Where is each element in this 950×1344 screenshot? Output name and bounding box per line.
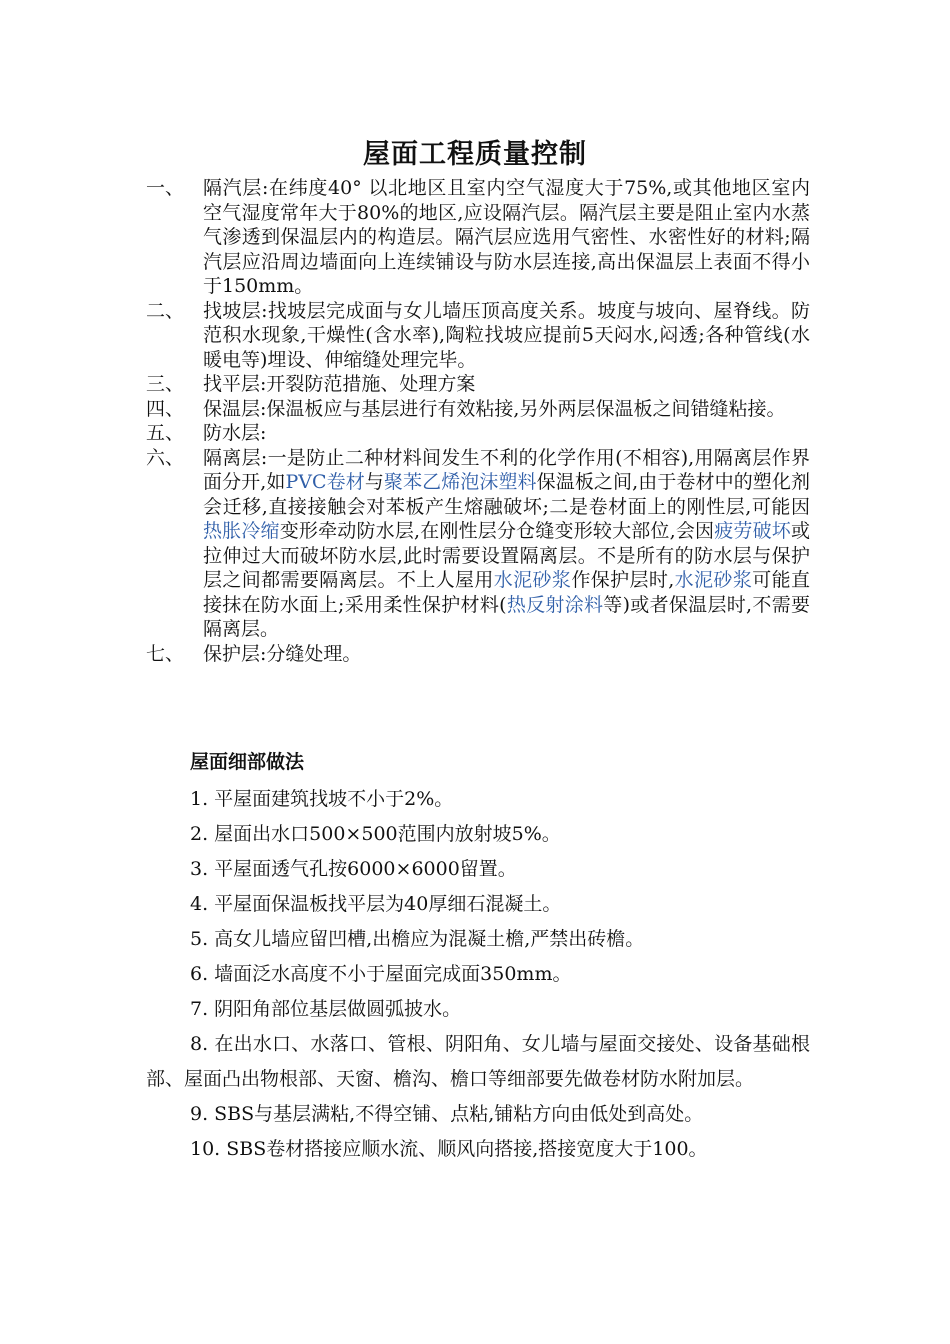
text-segment: 与: [364, 471, 384, 493]
detail-paragraph: 5. 高女儿墙应留凹槽,出檐应为混凝土檐,严禁出砖檐。: [190, 928, 645, 950]
list-item: [146, 421, 810, 446]
list-item-number: 四、: [146, 397, 185, 420]
detail-paragraph: 4. 平屋面保温板找平层为40厚细石混凝土。: [190, 893, 562, 915]
list-item-number: 七、: [146, 642, 185, 665]
text-segment: 保护层:分缝处理。: [203, 642, 362, 665]
term-link[interactable]: 热反射涂料: [506, 593, 604, 616]
text-segment: 作保护层时,: [571, 569, 675, 591]
detail-paragraph: 3. 平屋面透气孔按6000×6000留置。: [190, 858, 517, 880]
detail-paragraph: 9. SBS与基层满粘,不得空铺、点粘,铺粘方向由低处到高处。: [190, 1103, 704, 1125]
text-segment: 防水层:: [203, 422, 267, 444]
term-link[interactable]: 热胀冷缩: [203, 520, 280, 542]
list-item-text: [203, 299, 810, 373]
list-item: [146, 176, 810, 299]
detail-paragraph: 6. 墙面泛水高度不小于屋面完成面350mm。: [190, 963, 572, 985]
text-segment: 保温层:保温板应与基层进行有效粘接,另外两层保温板之间错缝粘接。: [203, 397, 786, 420]
list-item: [146, 299, 810, 373]
list-item-text: [203, 176, 810, 299]
term-link[interactable]: 聚苯乙烯泡沫塑料: [383, 471, 537, 493]
detail-paragraph: 7. 阴阳角部位基层做圆弧披水。: [190, 998, 462, 1020]
list-item-number: 六、: [146, 446, 185, 469]
list-item: [146, 642, 810, 667]
list-item-text: [203, 372, 810, 397]
list-item-text: [203, 421, 810, 446]
list-item-text: [203, 397, 810, 422]
detail-paragraph: 2. 屋面出水口500×500范围内放射坡5%。: [190, 823, 561, 845]
text-segment: 可能直接抹在防水面上;采用柔性保护材料(: [203, 569, 810, 616]
list-item-number: 五、: [146, 422, 185, 444]
list-item-text: [203, 446, 810, 642]
term-link[interactable]: 疲劳破坏: [714, 520, 791, 542]
text-segment: 找平层:开裂防范措施、处理方案: [203, 373, 476, 395]
text-segment: 隔汽层:在纬度40° 以北地区且室内空气湿度大于75%,或其他地区室内空气湿度常年大于80%的地区,应设隔汽层。隔汽层主要是阻止室内水蒸气渗透到保温层内的构造层。隔汽层应选用气密性、水密性好的材料;隔汽层应沿周边墙面向上连续铺设与防水层连接,高出保温层上表面不得小于150mm。: [203, 177, 810, 297]
list-item-text: [203, 642, 810, 667]
text-segment: 找坡层:找坡层完成面与女儿墙压顶高度关系。坡度与坡向、屋脊线。防范积水现象,干燥性(含水率),陶粒找坡应提前5天闷水,闷透;各种管线(水暖电等)埋设、伸缩缝处理完毕。: [203, 299, 810, 371]
numbered-section-list: [146, 176, 810, 666]
text-segment: 保温板之间,由于卷材中的塑化剂会迁移,直接接触会对苯板产生熔融破坏;二是卷材面上的刚性层,可能因: [203, 471, 810, 518]
detail-paragraph: 8. 在出水口、水落口、管根、阴阳角、女儿墙与屋面交接处、设备基础根部、屋面凸出物根部、天窗、檐沟、檐口等细部要先做卷材防水附加层。: [146, 1033, 810, 1090]
list-item: [146, 397, 810, 422]
list-item-number: 一、: [146, 177, 185, 199]
text-segment: 变形牵动防水层,在刚性层分仓缝变形较大部位,会因: [279, 520, 715, 542]
list-item-number: 二、: [146, 299, 185, 322]
list-item: [146, 446, 810, 642]
text-segment: 隔离层:一是防止二种材料间发生不利的化学作用(不相容),用隔离层作界面分开,如: [203, 446, 810, 493]
text-segment: 或拉伸过大而破坏防水层,此时需要设置隔离层。不是所有的防水层与保护层之间都需要隔离层。不上人屋用: [203, 520, 810, 591]
detail-paragraph: 1. 平屋面建筑找坡不小于2%。: [190, 788, 454, 810]
list-item-number: 三、: [146, 373, 185, 395]
list-item: [146, 372, 810, 397]
detail-paragraph: 10. SBS卷材搭接应顺水流、顺风向搭接,搭接宽度大于100。: [190, 1138, 708, 1160]
detail-paragraph-list: [146, 782, 810, 1167]
term-link[interactable]: PVC卷材: [285, 471, 365, 493]
term-link[interactable]: 水泥砂浆: [493, 569, 572, 591]
text-segment: 等)或者保温层时,不需要隔离层。: [203, 593, 810, 640]
section-subtitle: 屋面细部做法: [190, 751, 305, 773]
page-title: 屋面工程质量控制: [363, 139, 587, 170]
term-link[interactable]: 水泥砂浆: [674, 569, 753, 591]
